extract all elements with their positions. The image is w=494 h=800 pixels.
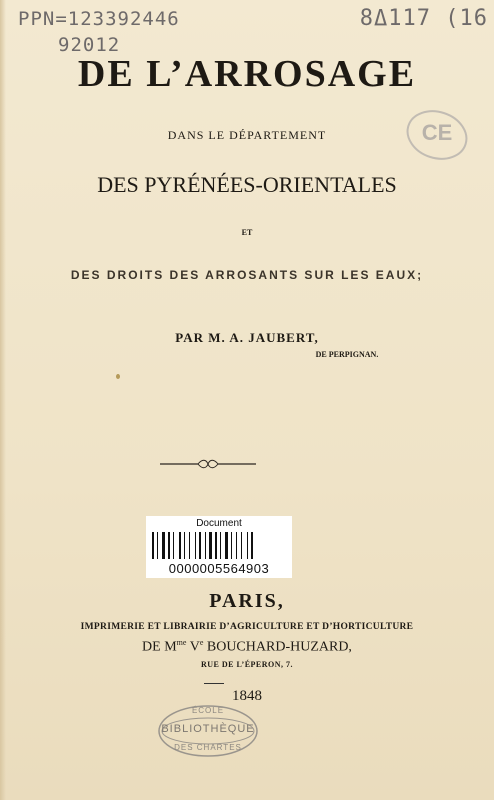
barcode-icon: [146, 532, 292, 560]
barcode-caption: Document: [196, 518, 242, 529]
subtitle-rights: DES DROITS DES ARROSANTS SUR LES EAUX;: [70, 268, 424, 282]
subtitle-department: DANS LE DÉPARTEMENT: [167, 128, 327, 142]
imprint-publisher-name: [0, 638, 494, 656]
book-title: DE L’ARROSAGE: [77, 53, 417, 95]
barcode-bar: [209, 532, 212, 559]
imprint-publisher: IMPRIMERIE ET LIBRAIRIE D’AGRICULTURE ET D’HORTICULTURE: [80, 622, 414, 632]
barcode-bar: [231, 532, 232, 559]
barcode-bar: [220, 532, 221, 559]
barcode-bar: [189, 532, 190, 559]
paper-stain: [116, 374, 120, 379]
stamp-bottom-text: DES CHARTES: [174, 743, 242, 752]
barcode-bar: [162, 532, 165, 559]
barcode-bar: [152, 532, 154, 559]
handwritten-shelfmark: 8Δ117 (16: [359, 6, 488, 31]
barcode-bar: [157, 532, 158, 559]
stamp-middle-text: BIBLIOTHÈQUE: [161, 723, 255, 735]
barcode-bar: [199, 532, 201, 559]
barcode-number: 0000005564903: [168, 561, 270, 576]
barcode-bar: [236, 532, 237, 559]
barcode-bar: [184, 532, 185, 559]
page-edge-shadow: [0, 0, 6, 800]
barcode-bar: [215, 532, 217, 559]
barcode-bar: [225, 532, 228, 559]
library-stamp: [156, 702, 260, 760]
author-line: PAR M. A. JAUBERT,: [175, 330, 319, 345]
imprint-city: PARIS,: [209, 590, 285, 612]
barcode-bar: [205, 532, 206, 559]
imprint-name: BOUCHARD-HUZARD,: [203, 639, 352, 655]
handwritten-ppn-continued: 92012: [58, 34, 121, 56]
imprint-de: DE M: [142, 639, 177, 655]
subtitle-region: DES PYRÉNÉES-ORIENTALES: [97, 172, 397, 197]
barcode-bar: [179, 532, 181, 559]
subtitle-conjunction: ET: [241, 228, 253, 237]
handwritten-ppn: PPN=123392446: [18, 8, 180, 30]
author-origin: DE PERPIGNAN.: [315, 350, 379, 359]
barcode-bar: [251, 532, 253, 559]
imprint-address: RUE DE L’ÉPERON, 7.: [200, 660, 294, 669]
imprint-year: 1848: [232, 688, 262, 704]
ornament-divider: [160, 458, 256, 470]
barcode-label: [146, 516, 292, 578]
barcode-bar: [247, 532, 248, 559]
stamp-top-text: ÉCOLE: [191, 706, 225, 715]
imprint-rule: [204, 683, 224, 684]
imprint-me: me: [176, 638, 187, 647]
imprint-e: e: [199, 638, 204, 647]
barcode-bar: [241, 532, 242, 559]
barcode-bar: [195, 532, 196, 559]
ce-stamp-text: CE: [421, 120, 453, 145]
barcode-bar: [173, 532, 174, 559]
barcode-bar: [168, 532, 170, 559]
imprint-v: V: [186, 639, 200, 655]
